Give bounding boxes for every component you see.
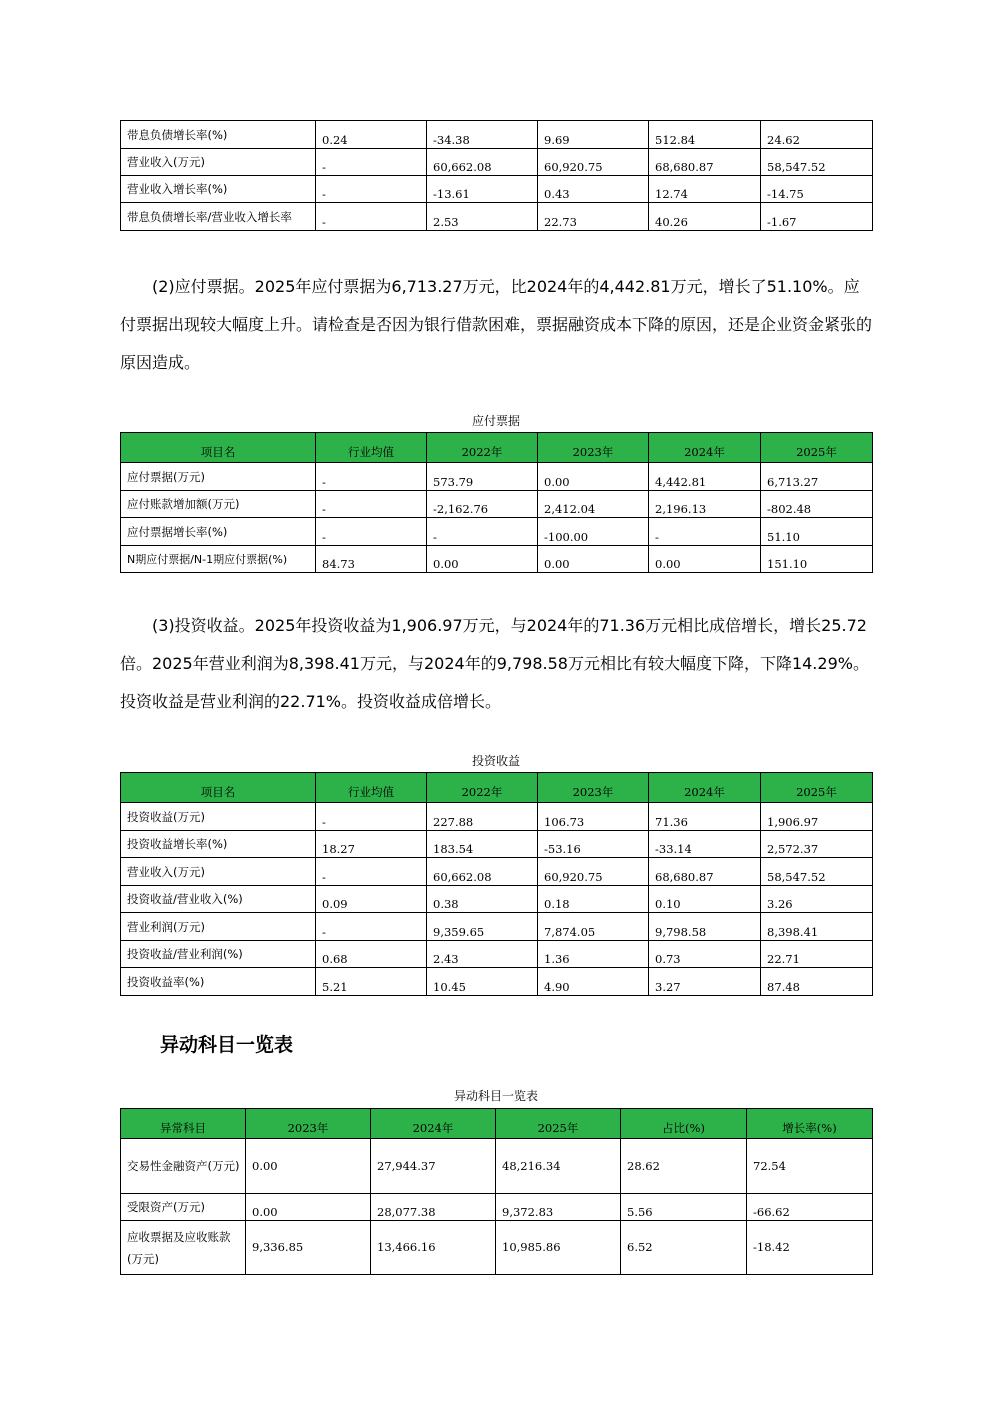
cell-2022: -13.61 bbox=[427, 176, 538, 203]
col-header-2022: 2022年 bbox=[427, 773, 538, 803]
cell-industry-avg: 5.21 bbox=[316, 968, 427, 996]
cell-2025: 87.48 bbox=[761, 968, 873, 996]
cell-growth: -66.62 bbox=[747, 1194, 873, 1221]
cell-growth: -18.42 bbox=[747, 1221, 873, 1275]
row-label: 投资收益/营业利润(%) bbox=[121, 941, 316, 968]
cell-2023: 9,336.85 bbox=[246, 1221, 371, 1275]
cell-2025: 9,372.83 bbox=[496, 1194, 621, 1221]
table-row bbox=[121, 463, 873, 491]
table-row bbox=[121, 886, 873, 913]
cell-2023: 9.69 bbox=[538, 121, 649, 149]
table-row bbox=[121, 913, 873, 941]
cell-industry-avg: 0.24 bbox=[316, 121, 427, 149]
table-header-row bbox=[121, 1109, 873, 1139]
cell-industry-avg: - bbox=[316, 858, 427, 886]
cell-2024: -33.14 bbox=[649, 831, 761, 858]
cell-2025: 22.71 bbox=[761, 941, 873, 968]
cell-2025: 58,547.52 bbox=[761, 858, 873, 886]
table-row bbox=[121, 831, 873, 858]
paragraph-text: (2)应付票据。2025年应付票据为6,713.27万元，比2024年的4,442.81万元，增长了51.10%。应付票据出现较大幅度上升。请检查是否因为银行借款困难，票据融资成本下降的原因，还是企业资金紧张的原因造成。 bbox=[120, 277, 873, 372]
col-header-2022: 2022年 bbox=[427, 433, 538, 463]
cell-2022: 183.54 bbox=[427, 831, 538, 858]
cell-2025: -802.48 bbox=[761, 491, 873, 518]
col-header-item: 异常科目 bbox=[121, 1109, 246, 1139]
cell-2023: 60,920.75 bbox=[538, 858, 649, 886]
table-row bbox=[121, 518, 873, 546]
table-row bbox=[121, 546, 873, 573]
table-row bbox=[121, 968, 873, 996]
notes-payable-analysis bbox=[120, 268, 872, 382]
cell-industry-avg: 84.73 bbox=[316, 546, 427, 573]
cell-2025: 3.26 bbox=[761, 886, 873, 913]
table-header-row bbox=[121, 433, 873, 463]
paragraph-text: (3)投资收益。2025年投资收益为1,906.97万元，与2024年的71.36万元相比成倍增长，增长25.72倍。2025年营业利润为8,398.41万元，与2024年的9,798.58万元相比有较大幅度下降，下降14.29%。投资收益是营业利润的22.71%。投资收益成倍增长。 bbox=[120, 616, 869, 711]
interest-bearing-debt-table bbox=[120, 120, 873, 231]
table-row bbox=[121, 1139, 873, 1194]
cell-industry-avg: - bbox=[316, 176, 427, 203]
cell-2022: 60,662.08 bbox=[427, 858, 538, 886]
cell-2025: 48,216.34 bbox=[496, 1139, 621, 1194]
col-header-2023: 2023年 bbox=[246, 1109, 371, 1139]
col-header-2024: 2024年 bbox=[649, 433, 761, 463]
table-row bbox=[121, 121, 873, 149]
cell-2022: -34.38 bbox=[427, 121, 538, 149]
col-header-growth: 增长率(%) bbox=[747, 1109, 873, 1139]
cell-2023: -53.16 bbox=[538, 831, 649, 858]
cell-2023: 1.36 bbox=[538, 941, 649, 968]
cell-2025: -1.67 bbox=[761, 203, 873, 231]
cell-2022: 0.00 bbox=[427, 546, 538, 573]
cell-2024: 4,442.81 bbox=[649, 463, 761, 491]
row-label: 应付票据增长率(%) bbox=[121, 518, 316, 546]
cell-2022: 60,662.08 bbox=[427, 149, 538, 176]
col-header-2025: 2025年 bbox=[496, 1109, 621, 1139]
section-heading: 异动科目一览表 bbox=[160, 1034, 294, 1056]
row-label: 营业收入(万元) bbox=[121, 858, 316, 886]
table-row bbox=[121, 858, 873, 886]
cell-2023: 2,412.04 bbox=[538, 491, 649, 518]
row-label: 投资收益(万元) bbox=[121, 803, 316, 831]
row-label: 营业收入(万元) bbox=[121, 149, 316, 176]
notes-payable-table bbox=[120, 432, 873, 573]
cell-2024: 0.00 bbox=[649, 546, 761, 573]
table-row bbox=[121, 1194, 873, 1221]
cell-share: 5.56 bbox=[621, 1194, 747, 1221]
cell-2023: 0.00 bbox=[538, 463, 649, 491]
cell-2023: 7,874.05 bbox=[538, 913, 649, 941]
cell-2024: 9,798.58 bbox=[649, 913, 761, 941]
col-header-share: 占比(%) bbox=[621, 1109, 747, 1139]
table-row bbox=[121, 203, 873, 231]
investment-income-analysis bbox=[120, 607, 872, 721]
cell-2023: 0.00 bbox=[538, 546, 649, 573]
cell-2025: 58,547.52 bbox=[761, 149, 873, 176]
col-header-2023: 2023年 bbox=[538, 773, 649, 803]
cell-2023: 0.18 bbox=[538, 886, 649, 913]
cell-2024: 2,196.13 bbox=[649, 491, 761, 518]
cell-2023: 4.90 bbox=[538, 968, 649, 996]
cell-industry-avg: - bbox=[316, 491, 427, 518]
table-row bbox=[121, 1221, 873, 1275]
cell-2023: 0.43 bbox=[538, 176, 649, 203]
col-header-industry-avg: 行业均值 bbox=[316, 433, 427, 463]
cell-industry-avg: - bbox=[316, 913, 427, 941]
cell-2024: 71.36 bbox=[649, 803, 761, 831]
cell-industry-avg: - bbox=[316, 203, 427, 231]
cell-2022: 9,359.65 bbox=[427, 913, 538, 941]
table-row bbox=[121, 803, 873, 831]
cell-2024: 3.27 bbox=[649, 968, 761, 996]
cell-2024: 0.73 bbox=[649, 941, 761, 968]
cell-2024: 40.26 bbox=[649, 203, 761, 231]
cell-2025: 51.10 bbox=[761, 518, 873, 546]
cell-2025: 24.62 bbox=[761, 121, 873, 149]
cell-2024: 68,680.87 bbox=[649, 149, 761, 176]
row-label: 营业收入增长率(%) bbox=[121, 176, 316, 203]
table-row bbox=[121, 491, 873, 518]
cell-growth: 72.54 bbox=[747, 1139, 873, 1194]
col-header-2024: 2024年 bbox=[371, 1109, 496, 1139]
table-caption: 投资收益 bbox=[471, 754, 520, 768]
table-row bbox=[121, 149, 873, 176]
cell-2023: 0.00 bbox=[246, 1194, 371, 1221]
cell-2023: 60,920.75 bbox=[538, 149, 649, 176]
row-label: 带息负债增长率(%) bbox=[121, 121, 316, 149]
cell-2025: 2,572.37 bbox=[761, 831, 873, 858]
col-header-2023: 2023年 bbox=[538, 433, 649, 463]
investment-income-table bbox=[120, 772, 873, 996]
cell-2022: - bbox=[427, 518, 538, 546]
cell-2022: -2,162.76 bbox=[427, 491, 538, 518]
cell-2022: 2.53 bbox=[427, 203, 538, 231]
cell-2024: 12.74 bbox=[649, 176, 761, 203]
cell-2025: 151.10 bbox=[761, 546, 873, 573]
cell-industry-avg: - bbox=[316, 149, 427, 176]
cell-2024: 13,466.16 bbox=[371, 1221, 496, 1275]
row-label: 投资收益率(%) bbox=[121, 968, 316, 996]
row-label: 应付账款增加额(万元) bbox=[121, 491, 316, 518]
cell-share: 6.52 bbox=[621, 1221, 747, 1275]
row-label: 投资收益/营业收入(%) bbox=[121, 886, 316, 913]
cell-2023: 106.73 bbox=[538, 803, 649, 831]
abnormal-items-table bbox=[120, 1108, 873, 1275]
cell-2022: 10.45 bbox=[427, 968, 538, 996]
cell-share: 28.62 bbox=[621, 1139, 747, 1194]
cell-2025: 8,398.41 bbox=[761, 913, 873, 941]
cell-2024: 512.84 bbox=[649, 121, 761, 149]
table-caption: 异动科目一览表 bbox=[453, 1089, 538, 1103]
cell-2023: 0.00 bbox=[246, 1139, 371, 1194]
table-row bbox=[121, 176, 873, 203]
row-label: 应付票据(万元) bbox=[121, 463, 316, 491]
cell-2025: -14.75 bbox=[761, 176, 873, 203]
cell-2025: 10,985.86 bbox=[496, 1221, 621, 1275]
cell-industry-avg: 0.68 bbox=[316, 941, 427, 968]
col-header-2025: 2025年 bbox=[761, 773, 873, 803]
row-label: 受限资产(万元) bbox=[121, 1194, 246, 1221]
cell-industry-avg: - bbox=[316, 518, 427, 546]
cell-2022: 573.79 bbox=[427, 463, 538, 491]
col-header-item: 项目名 bbox=[121, 773, 316, 803]
table-header-row bbox=[121, 773, 873, 803]
row-label: 投资收益增长率(%) bbox=[121, 831, 316, 858]
cell-2022: 0.38 bbox=[427, 886, 538, 913]
table-row bbox=[121, 941, 873, 968]
col-header-2024: 2024年 bbox=[649, 773, 761, 803]
cell-2025: 1,906.97 bbox=[761, 803, 873, 831]
cell-2024: - bbox=[649, 518, 761, 546]
row-label: 应收票据及应收账款(万元) bbox=[121, 1221, 246, 1275]
row-label: 带息负债增长率/营业收入增长率 bbox=[121, 203, 316, 231]
cell-2024: 27,944.37 bbox=[371, 1139, 496, 1194]
cell-2024: 28,077.38 bbox=[371, 1194, 496, 1221]
col-header-2025: 2025年 bbox=[761, 433, 873, 463]
col-header-item: 项目名 bbox=[121, 433, 316, 463]
cell-2023: -100.00 bbox=[538, 518, 649, 546]
cell-industry-avg: - bbox=[316, 463, 427, 491]
cell-2024: 0.10 bbox=[649, 886, 761, 913]
cell-2023: 22.73 bbox=[538, 203, 649, 231]
row-label: 营业利润(万元) bbox=[121, 913, 316, 941]
cell-industry-avg: 0.09 bbox=[316, 886, 427, 913]
cell-2022: 227.88 bbox=[427, 803, 538, 831]
cell-industry-avg: - bbox=[316, 803, 427, 831]
cell-2025: 6,713.27 bbox=[761, 463, 873, 491]
row-label: N期应付票据/N-1期应付票据(%) bbox=[121, 546, 316, 573]
cell-2022: 2.43 bbox=[427, 941, 538, 968]
table-caption: 应付票据 bbox=[471, 414, 520, 428]
row-label: 交易性金融资产(万元) bbox=[121, 1139, 246, 1194]
col-header-industry-avg: 行业均值 bbox=[316, 773, 427, 803]
cell-industry-avg: 18.27 bbox=[316, 831, 427, 858]
cell-2024: 68,680.87 bbox=[649, 858, 761, 886]
